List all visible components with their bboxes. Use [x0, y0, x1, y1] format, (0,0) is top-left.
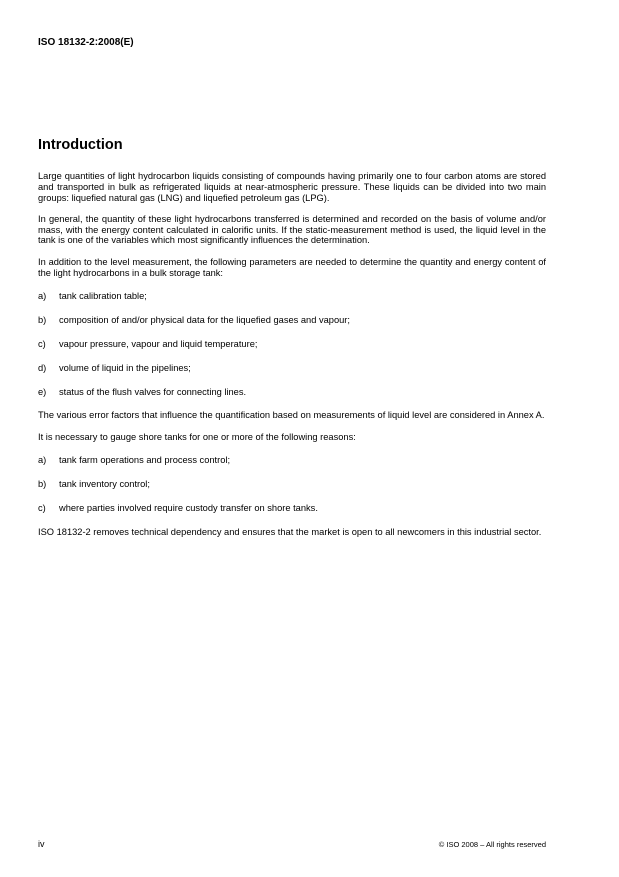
list-item-text: volume of liquid in the pipelines; [59, 362, 191, 373]
paragraph: In general, the quantity of these light hydrocarbons transferred is determined and recorded on the basis of volume and/or mass, with the energy content calculated in calorific units. If the static-measurement method is used, the liquid level in the tank is one of the variables which most significantly influences the determination. [38, 213, 546, 246]
copyright-notice: © ISO 2008 – All rights reserved [438, 840, 546, 849]
list-item-label: a) [38, 291, 47, 302]
list-item-text: tank calibration table; [59, 291, 147, 302]
list-item-label: c) [38, 503, 46, 514]
paragraph: In addition to the level measurement, the following parameters are needed to determine the quantity and energy content of the light hydrocarbons in a bulk storage tank: [38, 256, 546, 278]
list-item-text: where parties involved require custody transfer on shore tanks. [59, 503, 318, 514]
document-header: ISO 18132-2:2008(E) [38, 37, 134, 48]
paragraph: Large quantities of light hydrocarbon liquids consisting of compounds having primarily one to four carbon atoms are stored and transported in bulk as refrigerated liquids at near-atmospheric pressure. These liquids can be divided into two main groups: liquefied natural gas (LNG) and liquefied petroleum gas (LPG). [38, 171, 546, 203]
list-item [38, 503, 546, 514]
paragraph: The various error factors that influence the quantification based on measurements of liquid level are considered in Annex A. [38, 410, 545, 421]
list-item [38, 479, 546, 490]
list-item-text: tank inventory control; [59, 479, 150, 490]
introduction-body [38, 171, 546, 548]
list-item [38, 387, 546, 398]
list-item-text: vapour pressure, vapour and liquid temperature; [59, 338, 258, 349]
list-item [38, 339, 546, 350]
list-item-text: tank farm operations and process control; [59, 455, 231, 466]
list-item-label: d) [38, 362, 47, 373]
list-item [38, 315, 546, 326]
list-item-text: status of the flush valves for connecting lines. [59, 386, 247, 397]
page-title: Introduction [38, 137, 123, 153]
list-item-label: a) [38, 455, 47, 466]
paragraph: It is necessary to gauge shore tanks for one or more of the following reasons: [38, 431, 356, 442]
list-item [38, 363, 546, 374]
list-item-label: b) [38, 315, 47, 326]
list-item-label: e) [38, 386, 47, 397]
paragraph: ISO 18132-2 removes technical dependency and ensures that the market is open to all newcomers in this industrial sector. [38, 526, 542, 537]
list-item-label: c) [38, 338, 46, 349]
reasons-list [38, 455, 546, 513]
list-item [38, 291, 546, 302]
list-item-text: composition of and/or physical data for the liquefied gases and vapour; [59, 315, 350, 326]
list-item [38, 455, 546, 466]
page-number: iv [38, 839, 45, 849]
parameters-list [38, 291, 546, 397]
list-item-label: b) [38, 479, 47, 490]
